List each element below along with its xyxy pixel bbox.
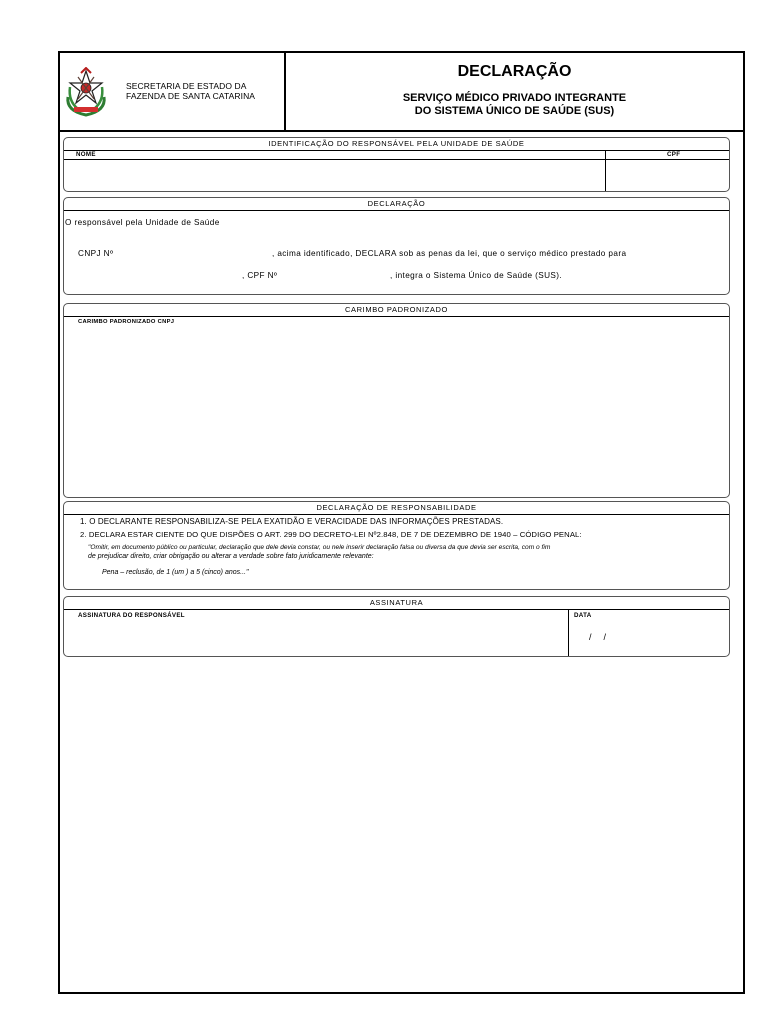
cpf-label: CPF bbox=[667, 151, 681, 158]
org-line-1: SECRETARIA DE ESTADO DA bbox=[126, 81, 247, 91]
quote-line-1: "Omitir, em documento público ou particular, declaração que dele devia constar, ou nele inserir declaração falsa ou diversa da que devia ser escrita, com o fim bbox=[88, 544, 551, 551]
stamp-section bbox=[63, 303, 730, 498]
date-divider bbox=[568, 609, 569, 656]
date-field[interactable]: / / bbox=[589, 632, 607, 642]
declaration-line-2: , acima identificado, DECLARA sob as penas da lei, que o serviço médico prestado para bbox=[272, 249, 627, 258]
identification-section bbox=[63, 137, 730, 192]
responsibility-item-2: 2. DECLARA ESTAR CIENTE DO QUE DISPÕES O ART. 299 DO DECRETO-LEI Nº2.848, DE 7 DE DEZEMBRO DE 1940 – CÓDIGO PENAL: bbox=[80, 530, 582, 539]
header-org-cell bbox=[60, 53, 286, 130]
form-subtitle bbox=[286, 92, 743, 118]
cpf-fragment: , CPF Nº bbox=[242, 271, 278, 280]
signer-label: ASSINATURA DO RESPONSÁVEL bbox=[78, 612, 185, 619]
signature-section bbox=[63, 596, 730, 657]
penal-code-quote bbox=[88, 543, 728, 561]
stamp-area[interactable] bbox=[68, 328, 723, 493]
name-field[interactable] bbox=[68, 160, 600, 188]
cnpj-label: CNPJ Nº bbox=[78, 249, 114, 258]
identification-heading: IDENTIFICAÇÃO DO RESPONSÁVEL PELA UNIDADE DE SAÚDE bbox=[64, 138, 729, 151]
signature-heading: ASSINATURA bbox=[64, 597, 729, 610]
penalty-text: Pena – reclusão, de 1 (um ) a 5 (cinco) anos..." bbox=[102, 569, 249, 576]
form-title: DECLARAÇÃO bbox=[457, 63, 572, 80]
org-line-2: FAZENDA DE SANTA CATARINA bbox=[126, 91, 256, 101]
stamp-heading: CARIMBO PADRONIZADO bbox=[64, 304, 729, 317]
quote-line-2: de prejudicar direito, criar obrigação ou alterar a verdade sobre fato juridicamente relevante: bbox=[88, 553, 374, 560]
cpf-field[interactable] bbox=[609, 160, 724, 188]
name-label: NOME bbox=[76, 151, 96, 158]
signature-field[interactable] bbox=[68, 621, 563, 653]
cpf-divider bbox=[605, 150, 606, 191]
subtitle-line-2: DO SISTEMA ÚNICO DE SAÚDE (SUS) bbox=[414, 105, 615, 117]
state-seal-icon bbox=[64, 67, 108, 117]
form-header bbox=[60, 53, 743, 132]
responsibility-heading: DECLARAÇÃO DE RESPONSABILIDADE bbox=[64, 502, 729, 515]
date-label: DATA bbox=[574, 612, 592, 619]
stamp-label: CARIMBO PADRONIZADO CNPJ bbox=[78, 319, 175, 325]
org-name bbox=[126, 81, 255, 101]
subtitle-line-1: SERVIÇO MÉDICO PRIVADO INTEGRANTE bbox=[402, 92, 627, 104]
responsibility-section bbox=[63, 501, 730, 590]
declaration-section bbox=[63, 197, 730, 295]
declaration-line-3: , integra o Sistema Único de Saúde (SUS). bbox=[390, 271, 563, 280]
form-frame bbox=[58, 51, 745, 994]
responsibility-item-1: 1. O DECLARANTE RESPONSABILIZA-SE PELA EXATIDÃO E VERACIDADE DAS INFORMAÇÕES PRESTADAS. bbox=[80, 517, 504, 526]
declaration-line-1: O responsável pela Unidade de Saúde bbox=[65, 218, 220, 227]
declaration-heading: DECLARAÇÃO bbox=[64, 198, 729, 211]
